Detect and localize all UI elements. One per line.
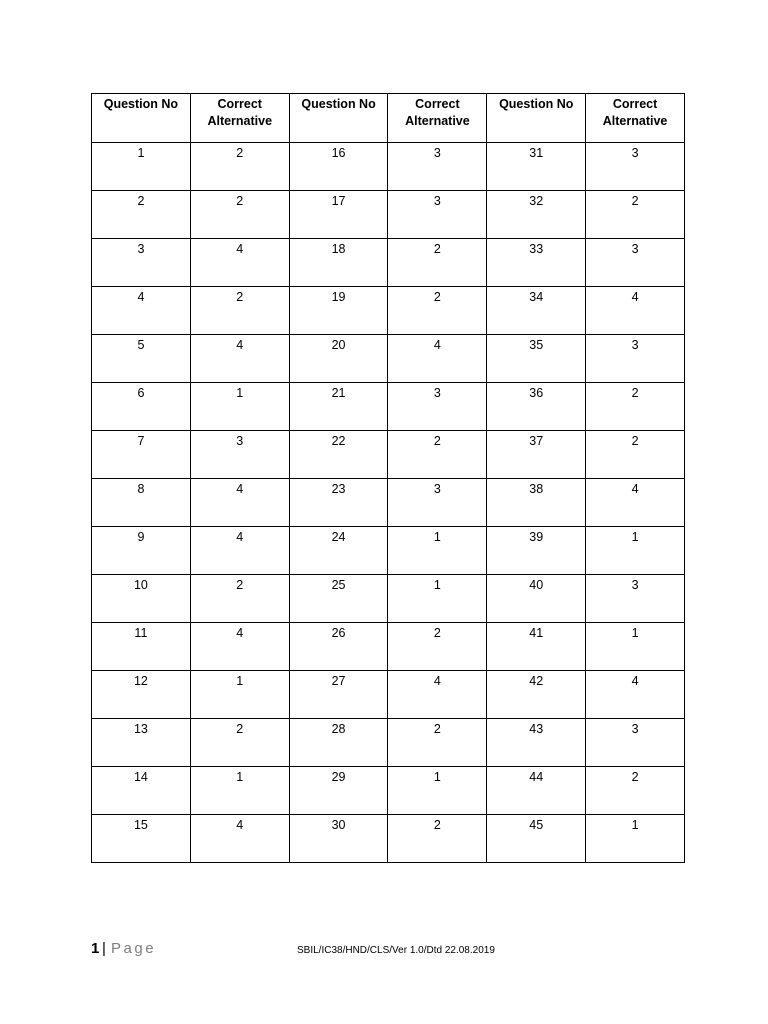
column-header-text: Correct <box>217 97 262 111</box>
question-number-cell: 34 <box>487 287 586 335</box>
column-header-text: Question No <box>103 97 179 111</box>
column-header <box>388 94 487 143</box>
question-number-cell: 27 <box>289 671 388 719</box>
table-row <box>92 767 685 815</box>
correct-alternative-cell: 3 <box>586 335 685 383</box>
correct-alternative-cell: 3 <box>388 143 487 191</box>
correct-alternative-cell: 2 <box>388 719 487 767</box>
column-header <box>586 94 685 143</box>
table-row <box>92 479 685 527</box>
question-number-cell: 20 <box>289 335 388 383</box>
question-number-cell: 45 <box>487 815 586 863</box>
question-number-cell: 36 <box>487 383 586 431</box>
column-header-text: Correct <box>612 97 658 111</box>
question-number-cell: 35 <box>487 335 586 383</box>
correct-alternative-cell: 4 <box>190 239 289 287</box>
question-number-cell: 10 <box>92 575 191 623</box>
question-number-cell: 29 <box>289 767 388 815</box>
column-header-text: Question No <box>499 97 574 111</box>
correct-alternative-cell: 2 <box>190 575 289 623</box>
table-row <box>92 527 685 575</box>
correct-alternative-cell: 4 <box>388 335 487 383</box>
correct-alternative-cell: 3 <box>586 575 685 623</box>
correct-alternative-cell: 2 <box>388 623 487 671</box>
question-number-cell: 11 <box>92 623 191 671</box>
correct-alternative-cell: 3 <box>190 431 289 479</box>
correct-alternative-cell: 2 <box>586 767 685 815</box>
question-number-cell: 16 <box>289 143 388 191</box>
correct-alternative-cell: 3 <box>586 143 685 191</box>
column-header-text: Alternative <box>405 114 470 128</box>
question-number-cell: 2 <box>92 191 191 239</box>
correct-alternative-cell: 4 <box>190 815 289 863</box>
page-separator: | <box>102 940 106 957</box>
table-body <box>92 143 685 863</box>
question-number-cell: 9 <box>92 527 191 575</box>
question-number-cell: 31 <box>487 143 586 191</box>
correct-alternative-cell: 1 <box>190 767 289 815</box>
correct-alternative-cell: 2 <box>388 815 487 863</box>
question-number-cell: 30 <box>289 815 388 863</box>
correct-alternative-cell: 4 <box>586 287 685 335</box>
question-number-cell: 26 <box>289 623 388 671</box>
page-footer <box>91 940 691 962</box>
table-row <box>92 815 685 863</box>
question-number-cell: 17 <box>289 191 388 239</box>
correct-alternative-cell: 4 <box>388 671 487 719</box>
document-reference: SBIL/IC38/HND/CLS/Ver 1.0/Dtd 22.08.2019 <box>297 945 495 956</box>
question-number-cell: 7 <box>92 431 191 479</box>
page-number: 1 <box>91 940 100 957</box>
question-number-cell: 13 <box>92 719 191 767</box>
correct-alternative-cell: 3 <box>388 383 487 431</box>
question-number-cell: 21 <box>289 383 388 431</box>
page-label: Page <box>111 940 157 957</box>
correct-alternative-cell: 4 <box>190 335 289 383</box>
table-row <box>92 623 685 671</box>
correct-alternative-cell: 4 <box>190 623 289 671</box>
table-row <box>92 287 685 335</box>
correct-alternative-cell: 1 <box>388 575 487 623</box>
correct-alternative-cell: 4 <box>190 479 289 527</box>
correct-alternative-cell: 1 <box>586 815 685 863</box>
table-row <box>92 671 685 719</box>
correct-alternative-cell: 3 <box>388 479 487 527</box>
column-header <box>487 94 586 143</box>
question-number-cell: 5 <box>92 335 191 383</box>
correct-alternative-cell: 2 <box>388 287 487 335</box>
header-row <box>92 94 685 143</box>
correct-alternative-cell: 4 <box>586 479 685 527</box>
correct-alternative-cell: 2 <box>388 239 487 287</box>
question-number-cell: 39 <box>487 527 586 575</box>
answer-key-table <box>91 93 685 863</box>
table-row <box>92 575 685 623</box>
column-header <box>92 94 191 143</box>
question-number-cell: 33 <box>487 239 586 287</box>
question-number-cell: 6 <box>92 383 191 431</box>
question-number-cell: 8 <box>92 479 191 527</box>
question-number-cell: 18 <box>289 239 388 287</box>
correct-alternative-cell: 1 <box>190 383 289 431</box>
correct-alternative-cell: 2 <box>190 287 289 335</box>
correct-alternative-cell: 1 <box>388 527 487 575</box>
correct-alternative-cell: 2 <box>388 431 487 479</box>
question-number-cell: 38 <box>487 479 586 527</box>
question-number-cell: 37 <box>487 431 586 479</box>
question-number-cell: 3 <box>92 239 191 287</box>
question-number-cell: 42 <box>487 671 586 719</box>
correct-alternative-cell: 1 <box>586 623 685 671</box>
correct-alternative-cell: 4 <box>190 527 289 575</box>
question-number-cell: 24 <box>289 527 388 575</box>
question-number-cell: 28 <box>289 719 388 767</box>
correct-alternative-cell: 1 <box>586 527 685 575</box>
table-row <box>92 431 685 479</box>
table-row <box>92 335 685 383</box>
correct-alternative-cell: 3 <box>586 719 685 767</box>
column-header-text: Alternative <box>207 114 273 128</box>
correct-alternative-cell: 2 <box>190 719 289 767</box>
question-number-cell: 19 <box>289 287 388 335</box>
column-header-text: Correct <box>415 97 460 111</box>
question-number-cell: 4 <box>92 287 191 335</box>
table-row <box>92 383 685 431</box>
question-number-cell: 14 <box>92 767 191 815</box>
table-row <box>92 191 685 239</box>
correct-alternative-cell: 3 <box>388 191 487 239</box>
correct-alternative-cell: 2 <box>586 383 685 431</box>
question-number-cell: 32 <box>487 191 586 239</box>
question-number-cell: 15 <box>92 815 191 863</box>
question-number-cell: 22 <box>289 431 388 479</box>
correct-alternative-cell: 2 <box>190 143 289 191</box>
question-number-cell: 25 <box>289 575 388 623</box>
correct-alternative-cell: 3 <box>586 239 685 287</box>
question-number-cell: 40 <box>487 575 586 623</box>
table-header <box>92 94 685 143</box>
table-row <box>92 143 685 191</box>
table-row <box>92 719 685 767</box>
correct-alternative-cell: 1 <box>388 767 487 815</box>
question-number-cell: 44 <box>487 767 586 815</box>
question-number-cell: 23 <box>289 479 388 527</box>
column-header <box>289 94 388 143</box>
correct-alternative-cell: 2 <box>586 431 685 479</box>
correct-alternative-cell: 2 <box>190 191 289 239</box>
correct-alternative-cell: 4 <box>586 671 685 719</box>
column-header-text: Question No <box>301 97 376 111</box>
correct-alternative-cell: 1 <box>190 671 289 719</box>
question-number-cell: 1 <box>92 143 191 191</box>
correct-alternative-cell: 2 <box>586 191 685 239</box>
column-header-text: Alternative <box>602 114 668 128</box>
table-row <box>92 239 685 287</box>
column-header <box>190 94 289 143</box>
question-number-cell: 41 <box>487 623 586 671</box>
question-number-cell: 43 <box>487 719 586 767</box>
question-number-cell: 12 <box>92 671 191 719</box>
